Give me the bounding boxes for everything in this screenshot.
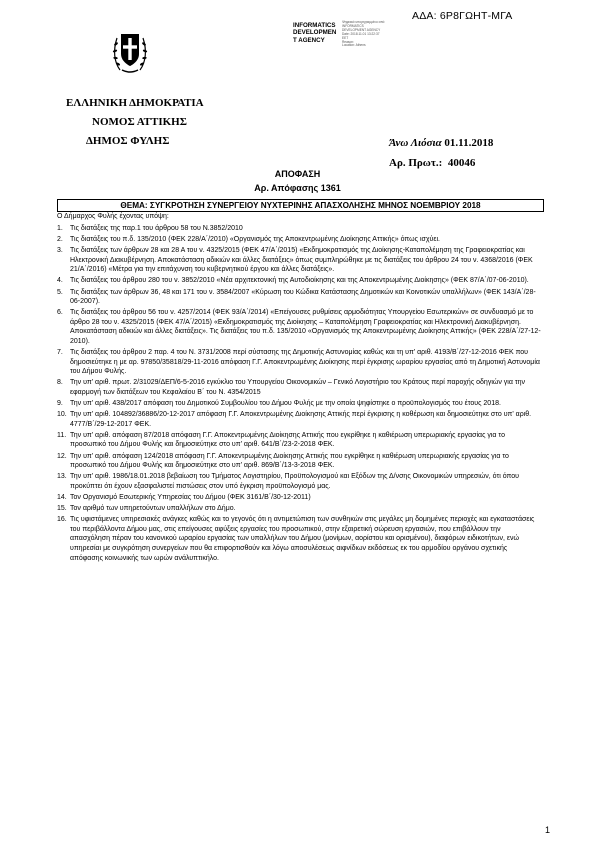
list-item	[57, 288, 542, 307]
list-item-number: 16.	[57, 516, 67, 524]
list-item-number: 2.	[57, 236, 63, 244]
list-item	[57, 246, 542, 275]
list-item-text: Τον Οργανισμό Εσωτερικής Υπηρεσίας του Δήμου (ΦΕΚ 3161/Β΄/30-12-2011)	[70, 493, 311, 501]
list-item	[57, 472, 542, 491]
list-item-number: 7.	[57, 349, 63, 357]
list-item-text: Την υπ' αριθ. απόφαση 124/2018 απόφαση Γ.Γ. Αποκεντρωμένης Διοίκησης Αττικής που εγκρίθηκε η καθιέρωση υπερωριακής εργασίας για το προσωπικό του Δήμου Φυλής και δημοσιεύτηκε στο υπ' αριθ. 869/Β΄/13-3-2018 ΦΕΚ.	[70, 452, 509, 470]
agency-line: DEVELOPMEN	[293, 29, 337, 37]
list-item-text: Τις διατάξεις του π.δ. 135/2010 (ΦΕΚ 228/Α΄/2010) «Οργανισμός της Αποκεντρωμένης Διοίκησης Αττικής» όπως ισχύει.	[70, 236, 440, 244]
date-place: Άνω Λιόσια	[389, 137, 442, 149]
decision-number: 1361	[320, 183, 341, 193]
list-item	[57, 399, 542, 409]
list-item	[57, 235, 542, 245]
list-item-text: Τις υφιστάμενες υπηρεσιακές ανάγκες καθώς και το γεγονός ότι η αντιμετώπιση των συνθηκών στις μεγάλες μη δομημένες περιοχές και εγκαταστάσεις του περιβάλλοντα Δήμου μας, στις επείγουσες αφύξεις εργασίες του προσωπικού, στην εξαιρετική σώρευση εργασιών, που επιβάλλουν την απασχόληση πέραν του κανονικού ωραρίου εργασίας των υπαλλήλων του Δήμου (μονίμων, αορίστου και ορισμένου), διαφόρων ειδικοτήτων, ενώ υπηρεσίαι με συγκρότηση συνεργείων που θα επιφορτισθούν και λόγω αποσυλέσεως αιφνίδιων εκδόσεως εκ του αρμοδίου οργάνου σχετικής απόφασης κοινωνικής των ωρών ανάλυπτικήλο.	[70, 516, 535, 562]
coat-of-arms-emblem	[112, 24, 148, 76]
signature-detail-line: DEVELOPMENT AGENCY	[342, 27, 381, 32]
list-item-text: Τις διατάξεις του άρθρου 280 του ν. 3852/2010 «Νέα αρχιτεκτονική της Αυτοδιοίκησης και της Αποκεντρωμένης Διοίκησης» (ΦΕΚ 87/Α΄/07-06-2010).	[70, 277, 529, 285]
list-item-text: Τον αριθμό των υπηρετούντων υπαλλήλων στο Δήμο.	[70, 505, 236, 513]
list-item-number: 15.	[57, 505, 67, 513]
list-item	[57, 348, 542, 377]
agency-line: INFORMATICS	[293, 22, 336, 29]
signature-detail-line: INFORMATICS	[342, 23, 364, 28]
intro-text: Ο Δήμαρχος Φυλής έχοντας υπόψη:	[57, 213, 169, 220]
list-item-number: 12.	[57, 452, 67, 460]
signature-detail-line: Location: Athens	[342, 43, 366, 48]
list-item-text: Τις διατάξεις της παρ.1 του άρθρου 58 του Ν.3852/2010	[70, 225, 243, 232]
list-item	[57, 493, 542, 503]
signature-detail-line: Reason:	[342, 39, 354, 44]
list-item	[57, 431, 542, 450]
list-item	[57, 452, 542, 471]
subject-box: ΘΕΜΑ: ΣΥΓΚΡΟΤΗΣΗ ΣΥΝΕΡΓΕΙΟΥ ΝΥΧΤΕΡΙΝΗΣ ΑΠΑΣΧΟΛΗΣΗΣ ΜΗΝΟΣ ΝΟΕΜΒΡΙΟΥ 2018	[57, 199, 544, 212]
list-item-text: Τις διατάξεις των άρθρων 36, 48 και 171 του ν. 3584/2007 «Κύρωση του Κώδικα Κατάστασης Δημοτικών και Κοινοτικών υπαλλήλων» (ΦΕΚ 143/Α΄/28-06-2007).	[70, 288, 536, 306]
list-item	[57, 504, 542, 514]
page-number: 1	[545, 825, 551, 835]
signature-detail-line: Ψηφιακά υπογεγραμμένο από	[342, 20, 385, 24]
protocol-number: 40046	[447, 157, 476, 169]
list-item-number: 3.	[57, 247, 63, 255]
list-item-number: 5.	[57, 288, 63, 296]
list-item-text: Την υπ' αριθ. 438/2017 απόφαση του Δημοτικού Συμβουλίου του Δήμου Φυλής με την οποία ψηφίστηκε ο προϋπολογισμός του έτους 2018.	[70, 400, 501, 408]
list-item	[57, 515, 542, 563]
header-country: ΕΛΛΗΝΙΚΗ ΔΗΜΟΚΡΑΤΙΑ	[66, 97, 204, 109]
list-item-text: Τις διατάξεις των άρθρων 28 και 28 Α του ν. 4325/2015 (ΦΕΚ 47/Α΄/2015) «Εκδημοκρατισμός της Διοίκησης-Καταπολέμηση της Γραφειοκρατίας και Ηλεκτρονική Διακυβέρνηση. Αποκατάσταση αδικιών και άλλες διατάξεις» όπως συμπληρώθηκε με τις διατάξεις του άρθρου 24 του ν. 4368/2016 (ΦΕΚ 21/Α΄/2016) «Μέτρα για την επιτάχυνση του κυβερνητικού έργου και άλλες διατάξεις».	[70, 247, 533, 274]
list-item-number: 14.	[57, 493, 67, 501]
list-item-number: 4.	[57, 277, 63, 285]
list-item-number: 10.	[57, 411, 67, 419]
list-item-number: 9.	[57, 400, 63, 408]
protocol-label: Αρ. Πρωτ.:	[389, 157, 443, 169]
list-item-number: 11.	[57, 431, 67, 439]
list-item	[57, 410, 542, 429]
date-value: 01.11.2018	[444, 137, 494, 149]
list-item-text: Την υπ' αριθ. 1986/18.01.2018 βεβαίωση του Τμήματος Λογιστηρίου, Προϋπολογισμού και Εξόδων της Δ/νσης Οικονομικών υπηρεσιών, ότι όπου προκύπτει ότι έχουν εξασφαλιστεί πιστώσεις στον υπό έγκριση προϋπολογισμό μας.	[70, 473, 519, 490]
ada-code: ΑΔΑ: 6Ρ8ΓΩΗΤ-ΜΓΑ	[412, 10, 513, 22]
document-title: ΑΠΟΦΑΣΗ	[274, 169, 321, 179]
list-item-number: 1.	[57, 225, 63, 232]
header-municipality: ΔΗΜΟΣ ΦΥΛΗΣ	[86, 135, 170, 147]
list-item-number: 13.	[57, 473, 67, 481]
list-item-number: 8.	[57, 379, 63, 387]
digital-signature-agency	[293, 22, 336, 44]
list-item-text: Τις διατάξεις του άρθρου 2 παρ. 4 του Ν. 3731/2008 περί σύστασης της Δημοτικής Αστυνομίας καθώς και τη υπ' αριθ. 4193/Β΄/27-12-2016 ΦΕΚ που δημοσιεύτηκε η με αρ. 97850/35818/29-11-2016 απόφαση Γ.Γ. Αποκεντρωμένης Διοίκησης περί έγκρισης ωραρίου εργασίας από τη Δημοτική Αστυνομία του Δήμου Φυλής.	[70, 349, 540, 376]
considerations-list	[57, 224, 542, 565]
list-item	[57, 378, 542, 397]
header-prefecture: ΝΟΜΟΣ ΑΤΤΙΚΗΣ	[92, 116, 187, 128]
list-item-text: Την υπ' αριθ. 104892/36886/20-12-2017 απόφαση Γ.Γ. Αποκεντρωμένης Διοίκησης Αττικής περί έγκρισης η κοθέρωση και δημοσιεύτηκε στο υπ' αριθ. 4777/Β΄/29-12-2017 ΦΕΚ.	[70, 411, 532, 428]
signature-detail-line: Date: 2018.11.01 13:22:37	[342, 31, 380, 36]
list-item	[57, 308, 542, 346]
signature-detail-line: EET	[342, 35, 349, 40]
list-item-text: Την υπ' αριθ. απόφαση 87/2018 απόφαση Γ.Γ. Αποκεντρωμένης Διοίκησης Αττικής που εγκρίθηκε η καθιέρωση υπερωριακής εργασίας για το προσωπικό του Δήμου Φυλής και δημοσιεύτηκε στο υπ' αριθ. 641/Β΄/23-2-2018 ΦΕΚ.	[70, 431, 505, 449]
agency-line: T AGENCY	[293, 36, 325, 44]
list-item	[57, 224, 542, 234]
list-item-text: Τις διατάξεις του άρθρου 56 του ν. 4257/2014 (ΦΕΚ 93/Α΄/2014) «Επείγουσες ρυθμίσεις αρμοδιότητας Υπουργείου Εσωτερικών» σε συνδυασμό με το άρθρο 28 του ν. 4325/2015 (ΦΕΚ 47/Α΄/2015) «Εκδημοκρατισμός της Διοίκησης – Καταπολέμηση Γραφειοκρατίας και Ηλεκτρονική Διακυβέρνηση. Αποκατάσταση αδικιών και άλλες διατάξεις». Τις διατάξεις του π.δ. 135/2010 «Οργανισμός της Αποκεντρωμένης Διοίκησης Αττικής» (ΦΕΚ 228/Α΄/27-12-2010).	[70, 309, 541, 346]
decision-number-line	[0, 183, 595, 193]
date-line	[389, 137, 493, 149]
list-item-number: 6.	[57, 309, 63, 317]
digital-signature-details	[342, 21, 384, 48]
list-item-text: Την υπ' αριθ. πρωτ. 2/31029/ΔΕΠ/6-5-2016 εγκύκλιο του Υπουργείου Οικονομικών – Γενικό Λογιστήριο του Κράτους περί παροχής οδηγιών για την εφαρμογή των διατάξεων του Κεφαλαίου Β΄ του Ν. 4354/2015	[70, 379, 525, 396]
list-item	[57, 276, 542, 286]
protocol-line	[389, 157, 475, 169]
decision-label: Αρ. Απόφασης	[254, 183, 319, 193]
